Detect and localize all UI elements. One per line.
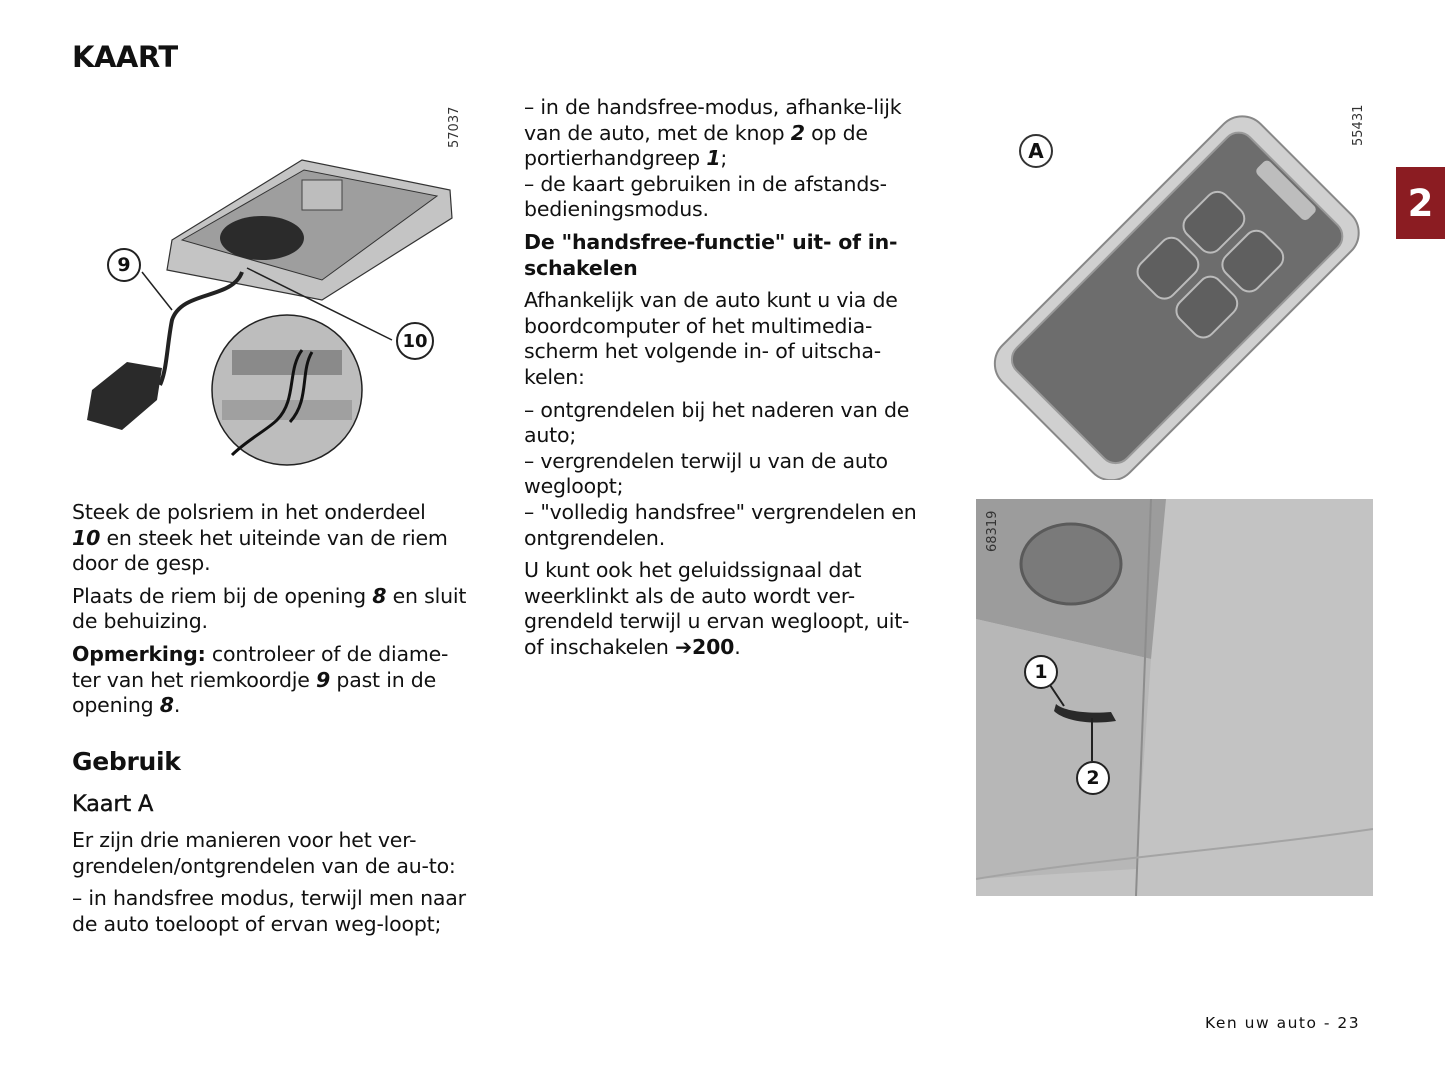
strap-figure (72, 100, 472, 470)
page-reference-link[interactable]: 200 (692, 634, 735, 659)
callout-1: 1 (1024, 655, 1058, 689)
dash-item-remote-mode: – de kaart gebruiken in de afstands-bedieningsmodus. (524, 171, 887, 222)
paragraph-sound-signal: U kunt ook het geluidssignaal dat weerklinkt als de auto wordt ver-grendeld terwijl u ervan wegloopt, uit- of inschakelen ➔200. (524, 558, 910, 659)
paragraph-via-computer: Afhankelijk van de auto kunt u via de boordcomputer of het multimedia-scherm het volgende in- of uitscha-kelen: (524, 288, 898, 389)
page-title: KAART (72, 40, 178, 74)
callout-2: 2 (1076, 761, 1110, 795)
dash-item-lock-walkaway: – vergrendelen terwijl u van de auto wegloopt; (524, 448, 888, 499)
figure-code-55431: 55431 (1351, 104, 1366, 146)
figure-code-57037: 57037 (447, 106, 462, 148)
dash-item-full-handsfree: – "volledig handsfree" vergrendelen en ontgrendelen. (524, 499, 917, 550)
card-illustration (990, 110, 1360, 480)
arrow-icon: ➔ (675, 634, 693, 659)
dash-item-unlock-approach: – ontgrendelen bij het naderen van de auto; (524, 397, 910, 448)
paragraph-strap-place: Plaats de riem bij de opening 8 en sluit de behuizing. (72, 583, 467, 634)
paragraph-three-ways: Er zijn drie manieren voor het ver-grendelen/ontgrendelen van de au-to: (72, 827, 456, 878)
callout-9: 9 (107, 248, 141, 282)
page-footer: Ken uw auto - 23 (1205, 1014, 1361, 1032)
handsfree-function-heading: De "handsfree-functie" uit- of in-schakelen (524, 229, 898, 280)
subsection-heading-kaart-a: Kaart A (72, 791, 154, 818)
callout-10: 10 (396, 322, 434, 360)
middle-column (524, 95, 924, 667)
strap-illustration (72, 100, 472, 470)
door-figure (976, 499, 1373, 896)
door-illustration (976, 499, 1373, 896)
card-figure (990, 110, 1360, 480)
dash-item-handsfree: – in handsfree modus, terwijl men naar de auto toeloopt of ervan weg-loopt; (72, 886, 466, 936)
paragraph-strap-insert: Steek de polsriem in het onderdeel 10 en steek het uiteinde van de riem door de gesp. (72, 500, 448, 576)
section-heading-gebruik: Gebruik (72, 746, 181, 776)
callout-a: A (1019, 134, 1053, 168)
chapter-tab: 2 (1396, 167, 1445, 239)
paragraph-note: Opmerking: controleer of de diame-ter van het riemkoordje 9 past in de opening 8. (72, 641, 449, 718)
dash-item-door-button: – in de handsfree-modus, afhanke-lijk van de auto, met de knop 2 op de portierhandgreep 1; (524, 95, 902, 171)
left-column (72, 500, 472, 944)
figure-code-68319: 68319 (985, 510, 1000, 552)
